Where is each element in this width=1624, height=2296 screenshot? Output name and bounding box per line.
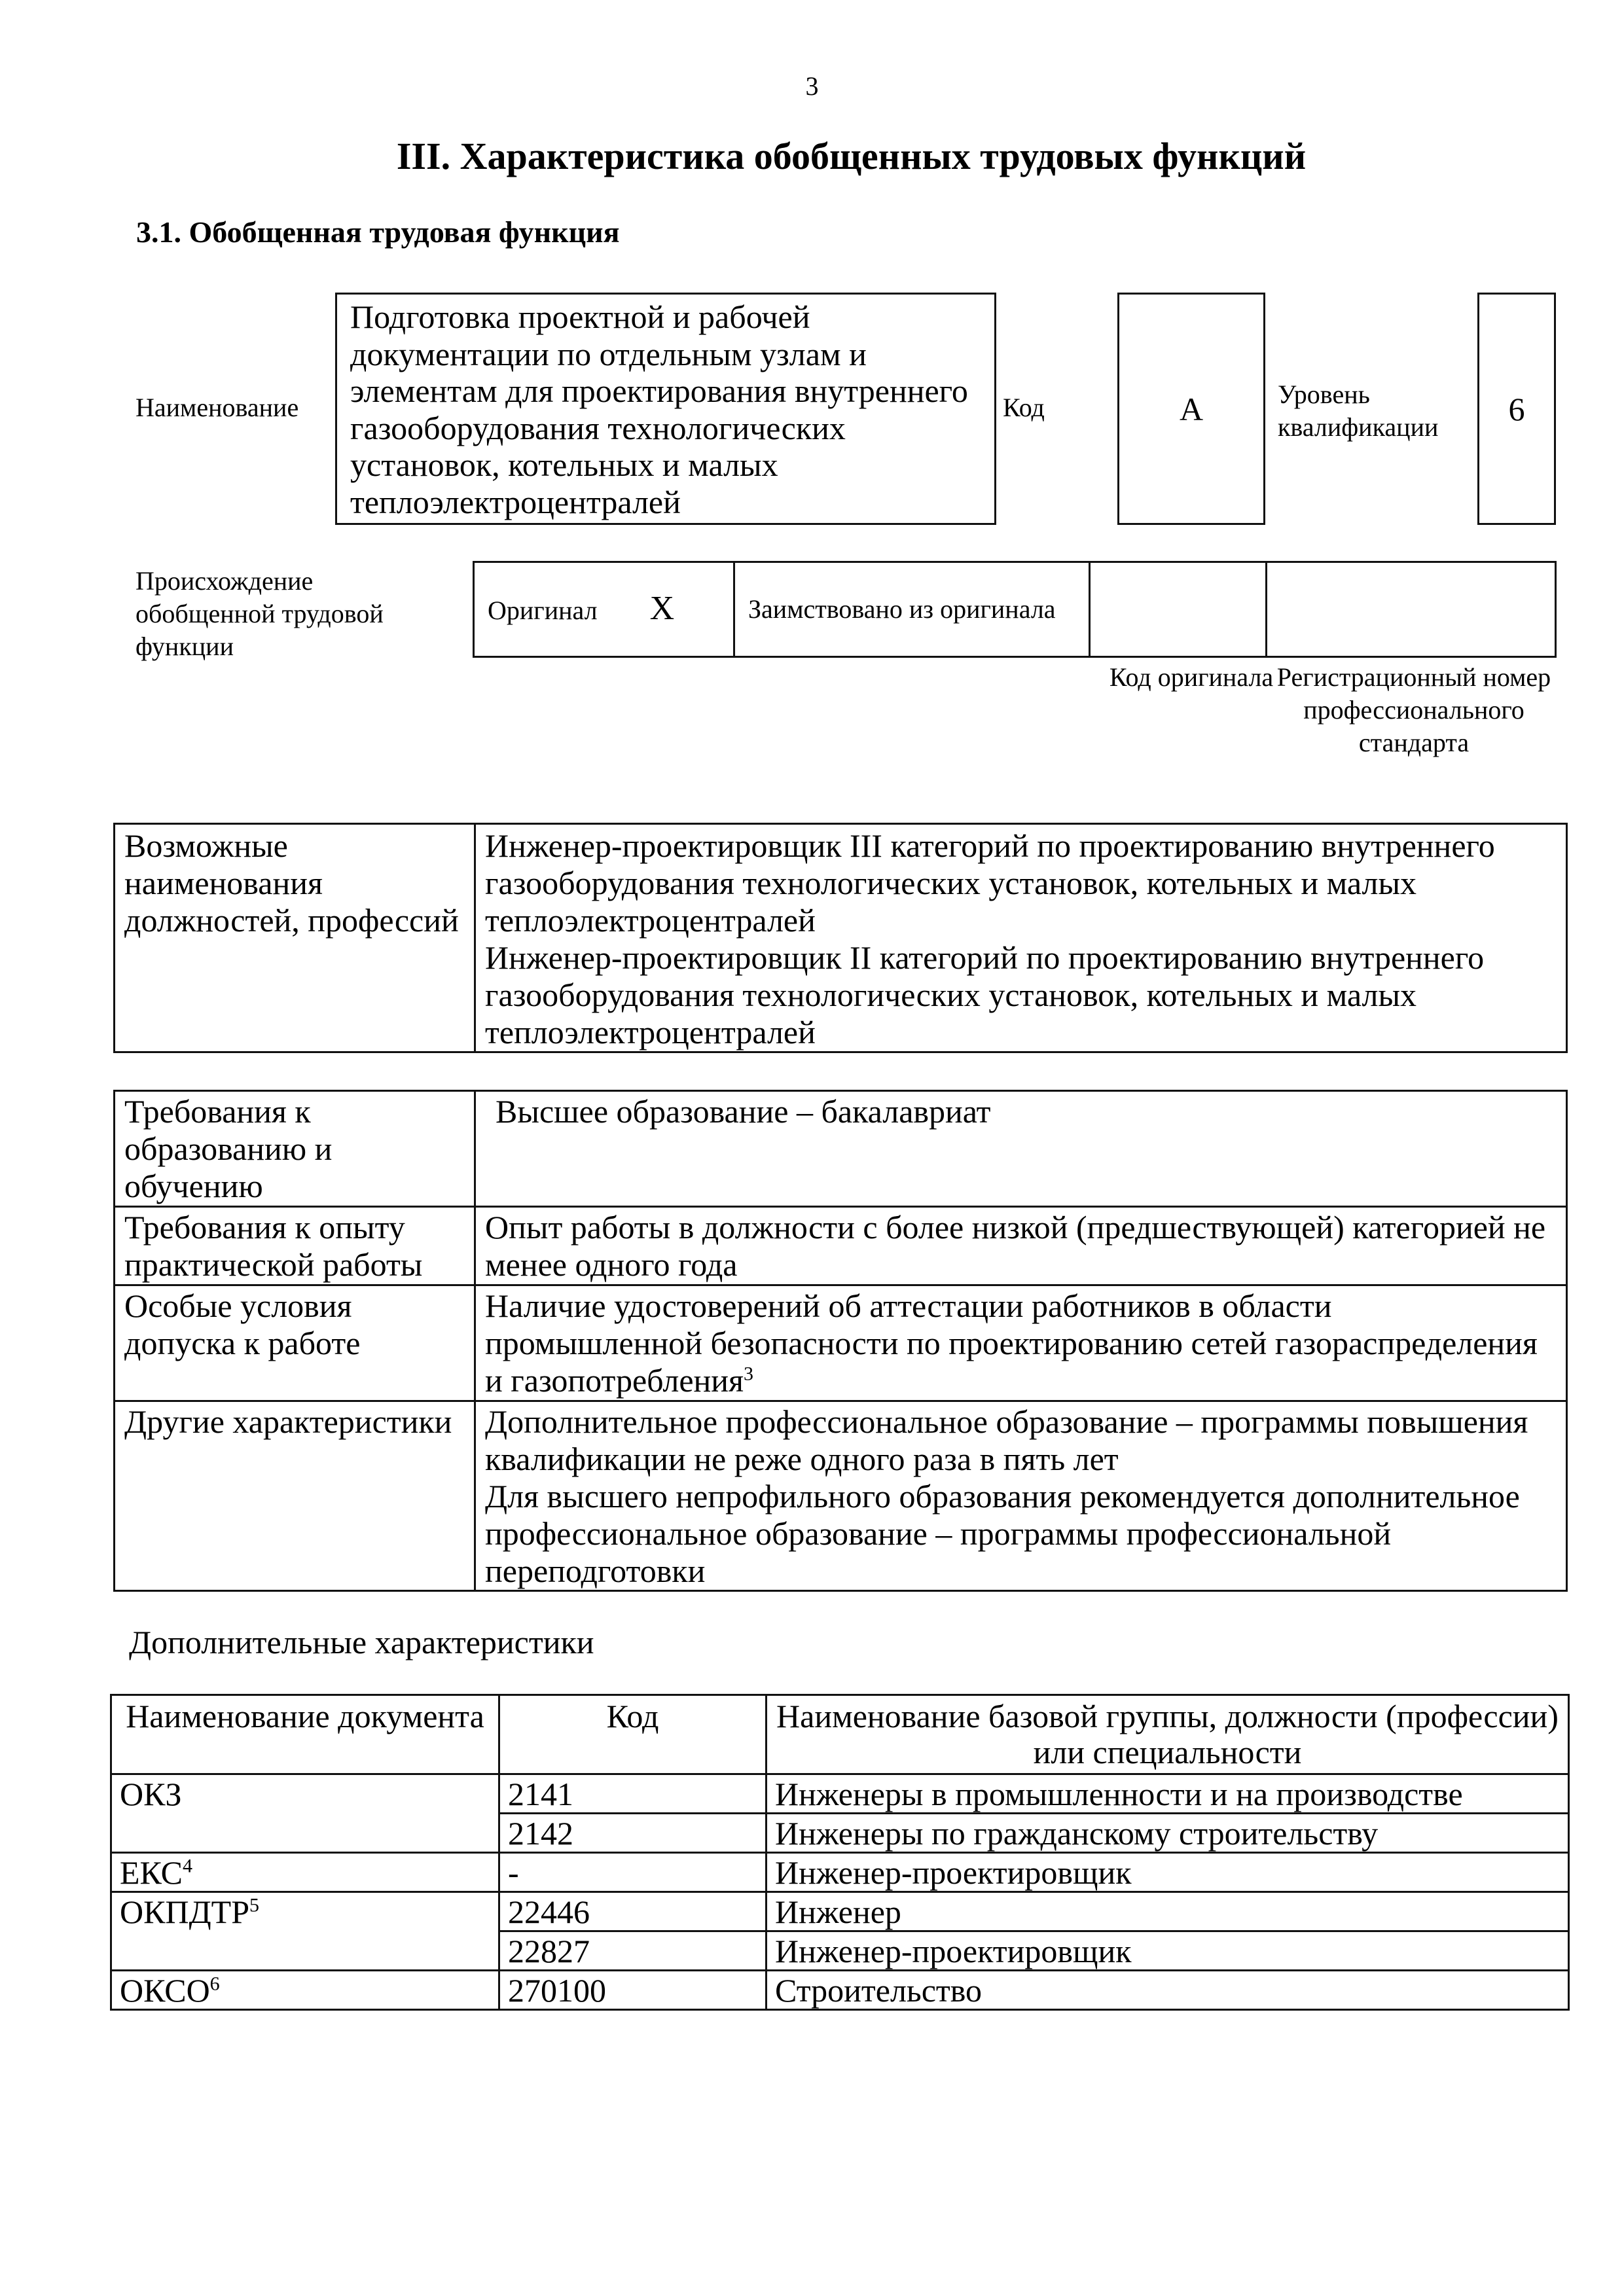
position-item: Инженер-проектировщик III категорий по проектированию внутреннего газооборудования технологических установок, котельных и малых теплоэлектроцентралей [485,827,1495,939]
name-cell: Инженер-проектировщик [767,1931,1569,1971]
name-label: Наименование [135,393,299,422]
registration-number-caption: Регистрационный номер профессионального стандарта [1276,662,1551,757]
footnote-ref: 6 [209,1973,220,1995]
code-cell: - [499,1853,767,1892]
borrowed-label: Заимствовано из оригинала [734,562,1090,657]
header-name: Наименование базовой группы, должности (профессии) или специальности [767,1695,1569,1774]
table-row [111,1853,1569,1892]
code-value: А [1117,293,1265,525]
doc-text: ЕКС [120,1854,183,1891]
registration-number-value [1267,562,1556,657]
original-code-caption: Код оригинала [1109,662,1274,692]
doc-cell [111,1971,499,2010]
requirement-label: Требования к образованию и обучению [115,1091,475,1207]
name-cell: Инженер [767,1892,1569,1931]
doc-cell [111,1892,499,1971]
original-label: Оригинал [488,595,598,625]
code-label: Код [1003,393,1045,422]
header-code: Код [499,1695,767,1774]
origin-table [473,561,1557,658]
code-cell: 22446 [499,1892,767,1931]
requirement-text: Дополнительное профессиональное образование – программы повышения квалификации не реже одного раза в пять лет [485,1403,1528,1477]
doc-cell: ОКЗ [111,1774,499,1853]
table-row [111,1892,1569,1931]
code-cell: 2142 [499,1814,767,1853]
name-cell: Инженеры в промышленности и на производстве [767,1774,1569,1814]
qualification-level-label: Уровень квалификации [1278,380,1439,442]
positions-values [475,824,1567,1052]
origin-original-cell [474,562,734,657]
position-item: Инженер-проектировщик II категорий по проектированию внутреннего газооборудования технологических установок, котельных и малых теплоэлектроцентралей [485,939,1485,1050]
original-mark: X [649,589,675,627]
requirement-value: Опыт работы в должности с более низкой (предшествующей) категорией не менее одного года [475,1207,1567,1285]
footnote-ref: 3 [744,1363,754,1385]
qualification-level-value: 6 [1477,293,1556,525]
page-number: 3 [805,71,819,101]
requirement-value [475,1401,1567,1591]
doc-cell [111,1853,499,1892]
footnote-ref: 5 [249,1894,260,1916]
section-title: III. Характеристика обобщенных трудовых функций [396,135,1307,177]
code-cell: 2141 [499,1774,767,1814]
additional-characteristics-table [110,1694,1570,2011]
requirement-text: Для высшего непрофильного образования рекомендуется дополнительное профессиональное образование – программы профессиональной переподготовки [485,1478,1520,1589]
positions-table [113,823,1568,1053]
requirements-table [113,1090,1568,1592]
doc-text: ОКСО [120,1972,210,2009]
code-cell: 22827 [499,1931,767,1971]
subsection-title: 3.1. Обобщенная трудовая функция [136,215,620,249]
footnote-ref: 4 [183,1855,192,1877]
name-cell: Строительство [767,1971,1569,2010]
header-document: Наименование документа [111,1695,499,1774]
table-row [111,1774,1569,1814]
requirement-text: Наличие удостоверений об аттестации работников в области промышленной безопасности по проектированию сетей газораспределения и газопотребления [485,1287,1538,1399]
requirement-label: Особые условия допуска к работе [115,1285,475,1401]
origin-label: Происхождение обобщенной трудовой функции [135,566,384,661]
positions-label: Возможные наименования должностей, профессий [115,824,475,1052]
function-name-value: Подготовка проектной и рабочей документации по отдельным узлам и элементам для проектирования внутреннего газооборудования технологических установок, котельных и малых теплоэлектроцентралей [335,293,996,525]
name-cell: Инженеры по гражданскому строительству [767,1814,1569,1853]
additional-characteristics-title: Дополнительные характеристики [129,1624,594,1660]
code-cell: 270100 [499,1971,767,2010]
requirement-label: Требования к опыту практической работы [115,1207,475,1285]
table-row [111,1971,1569,2010]
original-code-value [1090,562,1267,657]
name-cell: Инженер-проектировщик [767,1853,1569,1892]
requirement-value [475,1285,1567,1401]
requirement-value: Высшее образование – бакалавриат [475,1091,1567,1207]
requirement-label: Другие характеристики [115,1401,475,1591]
doc-text: ОКПДТР [120,1893,250,1930]
